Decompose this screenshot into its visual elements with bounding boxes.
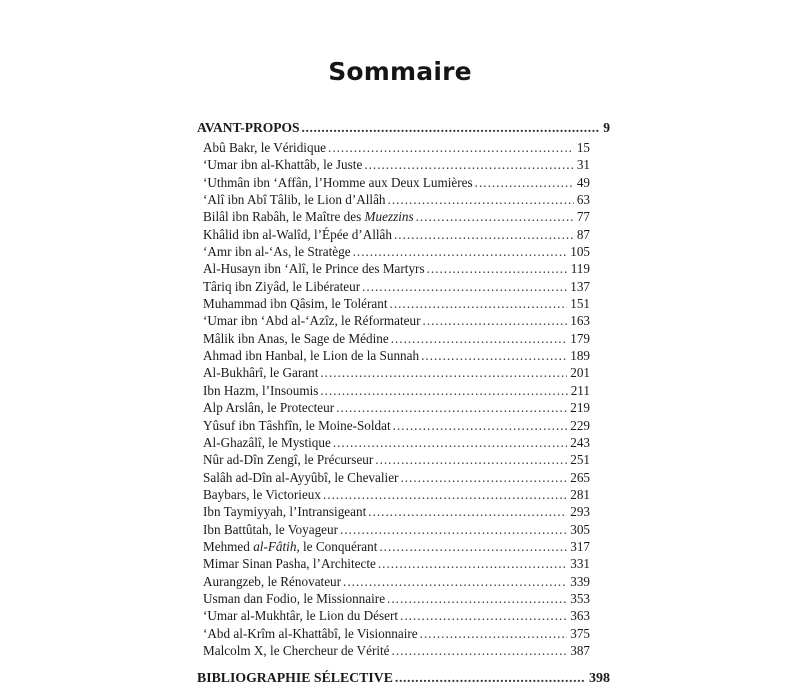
toc-entry-page: 63 bbox=[576, 192, 590, 208]
toc-entry bbox=[197, 607, 590, 624]
dot-leader bbox=[333, 434, 567, 451]
dot-leader bbox=[393, 417, 568, 434]
toc-entry-label: Baybars, le Victorieux bbox=[203, 486, 321, 502]
dot-leader bbox=[387, 590, 567, 607]
toc-entry-page: 87 bbox=[576, 226, 590, 242]
toc-entry-label: Malcolm X, le Chercheur de Vérité bbox=[203, 642, 390, 658]
toc-entry-page: 151 bbox=[570, 296, 590, 312]
toc-entry-label bbox=[203, 538, 377, 555]
toc-entry-page: 281 bbox=[570, 486, 590, 502]
toc-entry-page: 49 bbox=[576, 174, 590, 190]
toc-entry-page: 265 bbox=[570, 469, 590, 485]
toc-entry-label-italic: al-Fâtih bbox=[253, 538, 297, 554]
toc-entry-label: ‘Amr ibn al-‘As, le Stratège bbox=[203, 244, 351, 260]
dot-leader bbox=[379, 538, 567, 555]
toc-entry-label: Ahmad ibn Hanbal, le Lion de la Sunnah bbox=[203, 348, 420, 364]
toc-entry-label: Mâlik ibn Anas, le Sage de Médine bbox=[203, 330, 389, 346]
toc-entry bbox=[197, 451, 590, 468]
toc-entry-label: Khâlid ibn al-Walîd, l’Épée d’Allâh bbox=[203, 226, 392, 242]
dot-leader bbox=[388, 191, 574, 208]
toc-entry-page: 398 bbox=[589, 671, 610, 687]
dot-leader bbox=[391, 330, 568, 347]
toc-entry-page: 137 bbox=[570, 278, 590, 294]
toc-entry-label: Yûsuf ibn Tâshfîn, le Moine-Soldat bbox=[203, 417, 391, 433]
toc-entry-label-part: Bilâl ibn Rabâh, le Maître des bbox=[203, 209, 365, 225]
toc-entry-bibliographie bbox=[197, 669, 610, 686]
toc-entry-label: Târiq ibn Ziyâd, le Libérateur bbox=[203, 278, 361, 294]
toc-entry-label-italic: Muezzins bbox=[364, 209, 414, 225]
toc-entry-label: Al-Husayn ibn ‘Alî, le Prince des Martyrs bbox=[203, 261, 425, 277]
toc-entry-page: 229 bbox=[570, 417, 590, 433]
toc-entry-label: Ibn Battûtah, le Voyageur bbox=[203, 521, 339, 537]
toc-entry-label: Mimar Sinan Pasha, l’Architecte bbox=[203, 556, 376, 572]
dot-leader bbox=[475, 174, 574, 191]
dot-leader bbox=[420, 625, 568, 642]
dot-leader bbox=[336, 399, 567, 416]
toc-entry-label: BIBLIOGRAPHIE SÉLECTIVE bbox=[197, 670, 393, 686]
toc-entry-page: 363 bbox=[570, 608, 590, 624]
dot-leader bbox=[328, 139, 574, 156]
toc-entry-label: Ibn Hazm, l’Insoumis bbox=[203, 382, 319, 398]
toc-entry-label: ‘Umar ibn al-Khattâb, le Juste bbox=[203, 157, 363, 173]
toc-entry-label: Salâh ad-Dîn al-Ayyûbî, le Chevalier bbox=[203, 469, 399, 485]
toc-entry bbox=[197, 642, 590, 659]
dot-leader bbox=[353, 243, 568, 260]
toc-entry-label: Al-Ghazâlî, le Mystique bbox=[203, 434, 331, 450]
toc-entry-label: Alp Arslân, le Protecteur bbox=[203, 400, 335, 416]
toc-entry-label: ‘Umar al-Mukhtâr, le Lion du Désert bbox=[203, 608, 399, 624]
toc-entry bbox=[197, 156, 590, 173]
toc-entry bbox=[197, 330, 590, 347]
toc-entry-page: 219 bbox=[570, 400, 590, 416]
toc-entry-label: Nûr ad-Dîn Zengî, le Précurseur bbox=[203, 452, 374, 468]
toc-entry-page: 251 bbox=[570, 452, 590, 468]
toc-entry bbox=[197, 486, 590, 503]
toc-entry bbox=[197, 417, 590, 434]
dot-leader bbox=[323, 486, 567, 503]
toc-entry bbox=[197, 312, 590, 329]
toc-entry bbox=[197, 191, 590, 208]
toc-entry-label: Al-Bukhârî, le Garant bbox=[203, 365, 319, 381]
toc-entry-label-part: , le Conquérant bbox=[296, 538, 378, 554]
toc-entry bbox=[197, 139, 590, 156]
dot-leader bbox=[302, 117, 601, 138]
dot-leader bbox=[320, 364, 567, 381]
toc-entry bbox=[197, 434, 590, 451]
toc-entry-page: 387 bbox=[570, 642, 590, 658]
dot-leader bbox=[400, 607, 567, 624]
dot-leader bbox=[320, 382, 567, 399]
toc-entry bbox=[197, 260, 590, 277]
toc-entry-page: 375 bbox=[570, 625, 590, 641]
toc-entry-page: 317 bbox=[570, 538, 590, 554]
dot-leader bbox=[378, 555, 567, 572]
toc-entry-page: 15 bbox=[576, 140, 590, 155]
table-of-contents bbox=[197, 117, 610, 687]
dot-leader bbox=[421, 347, 567, 364]
page-title: Sommaire bbox=[328, 57, 472, 86]
toc-entry-label: AVANT-PROPOS bbox=[197, 120, 300, 135]
toc-entry-label-part: Mehmed bbox=[203, 538, 254, 554]
toc-entry bbox=[197, 226, 590, 243]
dot-leader bbox=[368, 503, 567, 520]
toc-entry bbox=[197, 573, 590, 590]
toc-entry-page: 77 bbox=[576, 209, 590, 225]
toc-entry-page: 31 bbox=[576, 157, 590, 173]
toc-entry bbox=[197, 399, 590, 416]
toc-entry bbox=[197, 295, 590, 312]
toc-entry bbox=[197, 503, 590, 520]
dot-leader bbox=[400, 469, 567, 486]
toc-entry-label: ‘Alî ibn Abî Tâlib, le Lion d’Allâh bbox=[203, 192, 386, 208]
toc-entry-label: ‘Uthmân ibn ‘Affân, l’Homme aux Deux Lumières bbox=[203, 174, 473, 190]
toc-entry bbox=[197, 555, 590, 572]
dot-leader bbox=[392, 642, 568, 659]
toc-entry bbox=[197, 521, 590, 538]
toc-entry-label: ‘Abd al-Krîm al-Khattâbî, le Visionnaire bbox=[203, 625, 418, 641]
toc-entry-page: 163 bbox=[570, 313, 590, 329]
toc-entry-list bbox=[197, 139, 610, 659]
dot-leader bbox=[427, 260, 568, 277]
toc-entry bbox=[197, 208, 590, 225]
toc-entry bbox=[197, 538, 590, 555]
toc-entry bbox=[197, 278, 590, 295]
toc-entry-page: 305 bbox=[570, 521, 590, 537]
toc-entry-page: 9 bbox=[603, 120, 610, 135]
toc-entry-page: 189 bbox=[570, 348, 590, 364]
toc-entry bbox=[197, 364, 590, 381]
toc-entry-label: ‘Umar ibn ‘Abd al-‘Azîz, le Réformateur bbox=[203, 313, 421, 329]
toc-entry-page: 179 bbox=[570, 330, 590, 346]
toc-entry-page: 201 bbox=[570, 365, 590, 381]
toc-entry bbox=[197, 469, 590, 486]
dot-leader bbox=[340, 521, 567, 538]
toc-entry bbox=[197, 382, 590, 399]
toc-entry-label bbox=[203, 208, 414, 225]
dot-leader bbox=[416, 208, 574, 225]
toc-entry-page: 331 bbox=[570, 556, 590, 572]
dot-leader bbox=[423, 312, 568, 329]
dot-leader bbox=[364, 156, 574, 173]
toc-entry-page: 243 bbox=[570, 434, 590, 450]
dot-leader bbox=[395, 669, 586, 686]
dot-leader bbox=[394, 226, 574, 243]
toc-entry bbox=[197, 347, 590, 364]
dot-leader bbox=[375, 451, 567, 468]
toc-entry-page: 293 bbox=[570, 504, 590, 520]
toc-entry-label: Ibn Taymiyyah, l’Intransigeant bbox=[203, 504, 367, 520]
toc-entry-label: Usman dan Fodio, le Missionnaire bbox=[203, 590, 386, 606]
toc-entry-page: 105 bbox=[570, 244, 590, 260]
toc-entry bbox=[197, 590, 590, 607]
dot-leader bbox=[362, 278, 567, 295]
toc-entry bbox=[197, 174, 590, 191]
toc-entry-avant-propos bbox=[197, 117, 610, 138]
toc-entry-page: 211 bbox=[570, 382, 590, 398]
toc-entry-page: 339 bbox=[570, 573, 590, 589]
toc-entry-page: 119 bbox=[570, 261, 590, 277]
toc-entry-label: Muhammad ibn Qâsim, le Tolérant bbox=[203, 296, 388, 312]
dot-leader bbox=[343, 573, 567, 590]
toc-entry-label: Abû Bakr, le Véridique bbox=[203, 140, 327, 155]
dot-leader bbox=[390, 295, 568, 312]
toc-entry bbox=[197, 243, 590, 260]
toc-entry-page: 353 bbox=[570, 590, 590, 606]
toc-entry bbox=[197, 625, 590, 642]
toc-entry-label: Aurangzeb, le Rénovateur bbox=[203, 573, 342, 589]
